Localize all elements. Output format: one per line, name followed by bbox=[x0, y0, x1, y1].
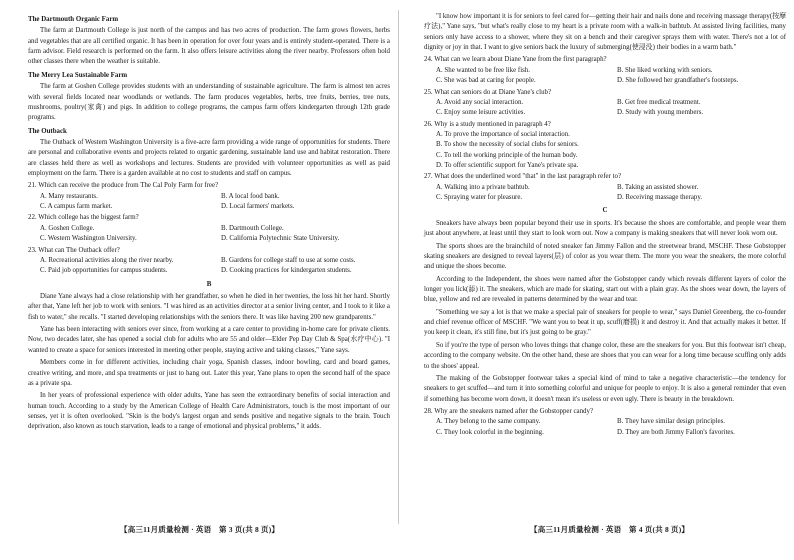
passage-paragraph: Sneakers have always been popular beyond their use in sports. It's because the shoes are comfortable, and people wear them just about anywhere, at least until they start to look worn out. Now a company is making sneakers that will never look worn out. bbox=[424, 219, 786, 238]
answer-option: B. They have similar design principles. bbox=[617, 418, 725, 426]
passage-paragraph: "Something we say a lot is that we make a special pair of sneakers for people to wear," says Daniel Greenberg, the co-founder and chief revenue officer of MSCHF. "We want you to beat it up, scuff(磨损) it and destroy it. And that actually makes it better. If you keep it clean, it's still fine, but it's just going to be gray." bbox=[424, 308, 786, 337]
answer-option: C. A campus farm market. bbox=[40, 203, 113, 211]
passage-paragraph: Diane Yane always had a close relationship with her grandfather, so when he died in her twenties, the loss hit her hard. Shortly after that, Yane left her job to work with seniors. "I was hired as an activities director at a senior living center, and I took to it like a fish to water," she recalls. "I started developing relationships with the seniors there. It was like having 200 new grandparents." bbox=[28, 292, 390, 321]
section-heading: The Merry Lea Sustainable Farm bbox=[28, 71, 128, 79]
passage-paragraph: According to the Independent, the shoes were named after the Gobstopper candy which reveals different layers of color the longer you lick(舔) it. The sneakers, which are made for skating, start out with a plain gray. As the shoes wear down, the layers of blue, yellow and red are revealed in patterns determined by the wear and tear. bbox=[424, 275, 786, 304]
answer-option: B. Dartmouth College. bbox=[221, 224, 284, 232]
answer-option: B. To show the necessity of social clubs for seniors. bbox=[436, 141, 579, 149]
section-body: The farm at Goshen College provides students with an understanding of sustainable agriculture. The farm is almost ten acres with several fields located near woodlands or wetlands. The farm produces vegetables, herbs, tree fruits, berries, tree nuts, mushrooms, poultry(家禽) and pigs. In addition to college programs, the campus farm offers kindergarten through 12th grade programs. bbox=[28, 83, 390, 122]
answer-option: A. She wanted to be free like fish. bbox=[436, 66, 530, 74]
answer-option: D. Cooking practices for kindergarten students. bbox=[221, 267, 352, 275]
answer-option: B. Taking an assisted shower. bbox=[617, 183, 699, 191]
section-body: The Outback of Western Washington University is a five-acre farm providing a wide range of opportunities for students. There are personal and collaborative events and projects related to organic gardening, sustainable land use and habitat restoration. There are classes held there as well as workshops and lectures. Students are provided with volunteer opportunities as well as paid employment on the farm. There is a garden available at no cost to students and staff on campus. bbox=[28, 138, 390, 178]
question-21 bbox=[28, 181, 390, 212]
right-page bbox=[424, 12, 786, 438]
question-stem: 25. What can seniors do at Diane Yane's club? bbox=[424, 88, 552, 96]
question-28 bbox=[424, 407, 786, 438]
section-label-b: B bbox=[206, 280, 212, 288]
answer-option: B. Gardens for college staff to use at some costs. bbox=[221, 256, 356, 264]
section-heading: The Dartmouth Organic Farm bbox=[28, 16, 119, 23]
answer-option: A. They belong to the same company. bbox=[436, 418, 541, 426]
answer-option: D. Receiving massage therapy. bbox=[617, 194, 703, 202]
answer-option: D. Local farmers' markets. bbox=[221, 203, 295, 211]
answer-option: A. Avoid any social interaction. bbox=[436, 98, 524, 106]
answer-option: A. Recreational activities along the river nearby. bbox=[40, 256, 174, 264]
farm-section-outback bbox=[28, 127, 390, 180]
question-22 bbox=[28, 213, 390, 244]
passage-paragraph: "I know how important it is for seniors to feel cared for—getting their hair and nails done and receiving massage therapy(按摩疗法)," Yane says, "but what's really close to my heart is a private room with a walk-in bathtub. At assisted living facilities, many seniors only have access to a shower, where they sit on a bench and their caregiver sprays them with water. There's not a lot of dignity or joy in that. I want to give seniors back the luxury of submerging(使浸没) their bodies in a warm bath." bbox=[424, 13, 786, 52]
passage-paragraph: The making of the Gobstopper footwear takes a special kind of mind to take a negative characteristic—the tendency for sneakers to get scuffed—and turn it into something colorful and unique for people to enjoy. It is also a general reminder that even if something has become worn down, it doesn't mean it's useless or even ugly. There is beauty in the breakdown. bbox=[424, 374, 786, 403]
answer-option: C. Enjoy some leisure activities. bbox=[436, 109, 526, 117]
answer-option: A. To prove the importance of social interaction. bbox=[436, 130, 570, 138]
page-divider bbox=[398, 10, 399, 524]
question-stem: 22. Which college has the biggest farm? bbox=[28, 214, 139, 222]
page-footer-right: 【高三11月质量检测 · 英语 第 4 页(共 8 页)】 bbox=[530, 525, 690, 534]
answer-option: B. Get free medical treatment. bbox=[617, 98, 701, 106]
passage-paragraph: Yane has been interacting with seniors ever since, from working at a care center to providing in-home care for private clients. Now, two decades later, she has opened a social club for adults who are 55 and older—Elder Pep Day Club & Spa(水疗中心). "I wanted to create a space for seniors interested in meeting other people, staying active and taking classes," Yane says. bbox=[28, 326, 390, 354]
question-23 bbox=[28, 246, 390, 277]
answer-option: A. Goshen College. bbox=[40, 224, 95, 232]
section-body: The farm at Dartmouth College is just north of the campus and has two acres of production. The farm grows flowers, herbs and vegetables that are all certified organic. It has been in operation for over four years and is entirely student-operated. There is a farm advisor. Field research is performed on the farm. It also offers leisure activities along the river nearby. Professors often hold other classes there when the weather is suitable. bbox=[28, 27, 390, 66]
answer-option: B. She liked working with seniors. bbox=[617, 66, 713, 74]
farm-section-dartmouth bbox=[28, 15, 390, 68]
answer-option: D. They are both Jimmy Fallon's favorites. bbox=[617, 428, 735, 436]
section-heading: The Outback bbox=[28, 127, 67, 135]
question-stem: 26. Why is a study mentioned in paragraph 4? bbox=[424, 120, 551, 128]
left-page bbox=[28, 12, 390, 435]
answer-option: B. A local food bank. bbox=[221, 192, 280, 200]
answer-option: C. Spraying water for pleasure. bbox=[436, 194, 523, 202]
page-footer-left: 【高三11月质量检测 · 英语 第 3 页(共 8 页)】 bbox=[120, 525, 280, 534]
passage-paragraph: Members come in for different activities, including chair yoga, Spanish classes, indoor bowling, card and board games, creative writing, and more, and spa treatments or just to hang out. Later this year, Yane plans to open the second half of the space as a private spa. bbox=[28, 359, 390, 387]
answer-option: C. She was bad at caring for people. bbox=[436, 77, 536, 85]
farm-section-merry-lea bbox=[28, 71, 390, 124]
answer-option: C. Paid job opportunities for campus students. bbox=[40, 267, 168, 275]
question-stem: 27. What does the underlined word "that" in the last paragraph refer to? bbox=[424, 173, 622, 181]
answer-option: D. Study with young members. bbox=[617, 109, 704, 117]
question-stem: 24. What can we learn about Diane Yane from the first paragraph? bbox=[424, 56, 607, 64]
answer-option: A. Walking into a private bathtub. bbox=[436, 183, 530, 191]
passage-paragraph: In her years of professional experience with older adults, Yane has seen the extraordinary benefits of social interaction and human touch. According to a study by the American College of Health Care Administrators, touch is the most important of our senses, yet it is often overlooked. "Skin is the body's largest organ and sends positive and negative signals to the brain. Touch deprivation, also known as touch starvation, leads to a range of emotional and physical problems," it adds. bbox=[28, 392, 390, 431]
question-27 bbox=[424, 172, 786, 203]
question-stem: 23. What can The Outback offer? bbox=[28, 246, 120, 254]
question-24 bbox=[424, 55, 786, 86]
passage-paragraph: The sports shoes are the brainchild of noted sneaker fan Jimmy Fallon and the streetwear brand, MSCHF. These Gobstopper skating sneakers are designed to reveal layers(层) of color as you wear them. The more you wear the sneakers, the more colorful and unique the shoes become. bbox=[424, 242, 786, 271]
answer-option: D. California Polytechnic State University. bbox=[221, 235, 340, 243]
question-26 bbox=[424, 120, 786, 172]
answer-option: C. To tell the working principle of the human body. bbox=[436, 151, 578, 159]
answer-option: C. Western Washington University. bbox=[40, 235, 137, 243]
answer-option: C. They look colorful in the beginning. bbox=[436, 428, 544, 436]
answer-option: D. To offer scientific support for Yane's private spa. bbox=[436, 162, 579, 170]
passage-paragraph: So if you're the type of person who loves things that change color, these are the sneakers for you. But this footwear isn't cheap, according to the company website. On the other hand, these are shoes that you can wear for a long time because scuffing only adds to the shoes' appeal. bbox=[424, 341, 786, 370]
answer-option: D. She followed her grandfather's footsteps. bbox=[617, 77, 739, 85]
question-stem: 21. Which can receive the produce from The Cal Poly Farm for free? bbox=[28, 182, 219, 190]
question-25 bbox=[424, 88, 786, 119]
section-label-c: C bbox=[602, 207, 608, 215]
answer-option: A. Many restaurants. bbox=[40, 192, 98, 200]
question-stem: 28. Why are the sneakers named after the Gobstopper candy? bbox=[424, 407, 594, 415]
